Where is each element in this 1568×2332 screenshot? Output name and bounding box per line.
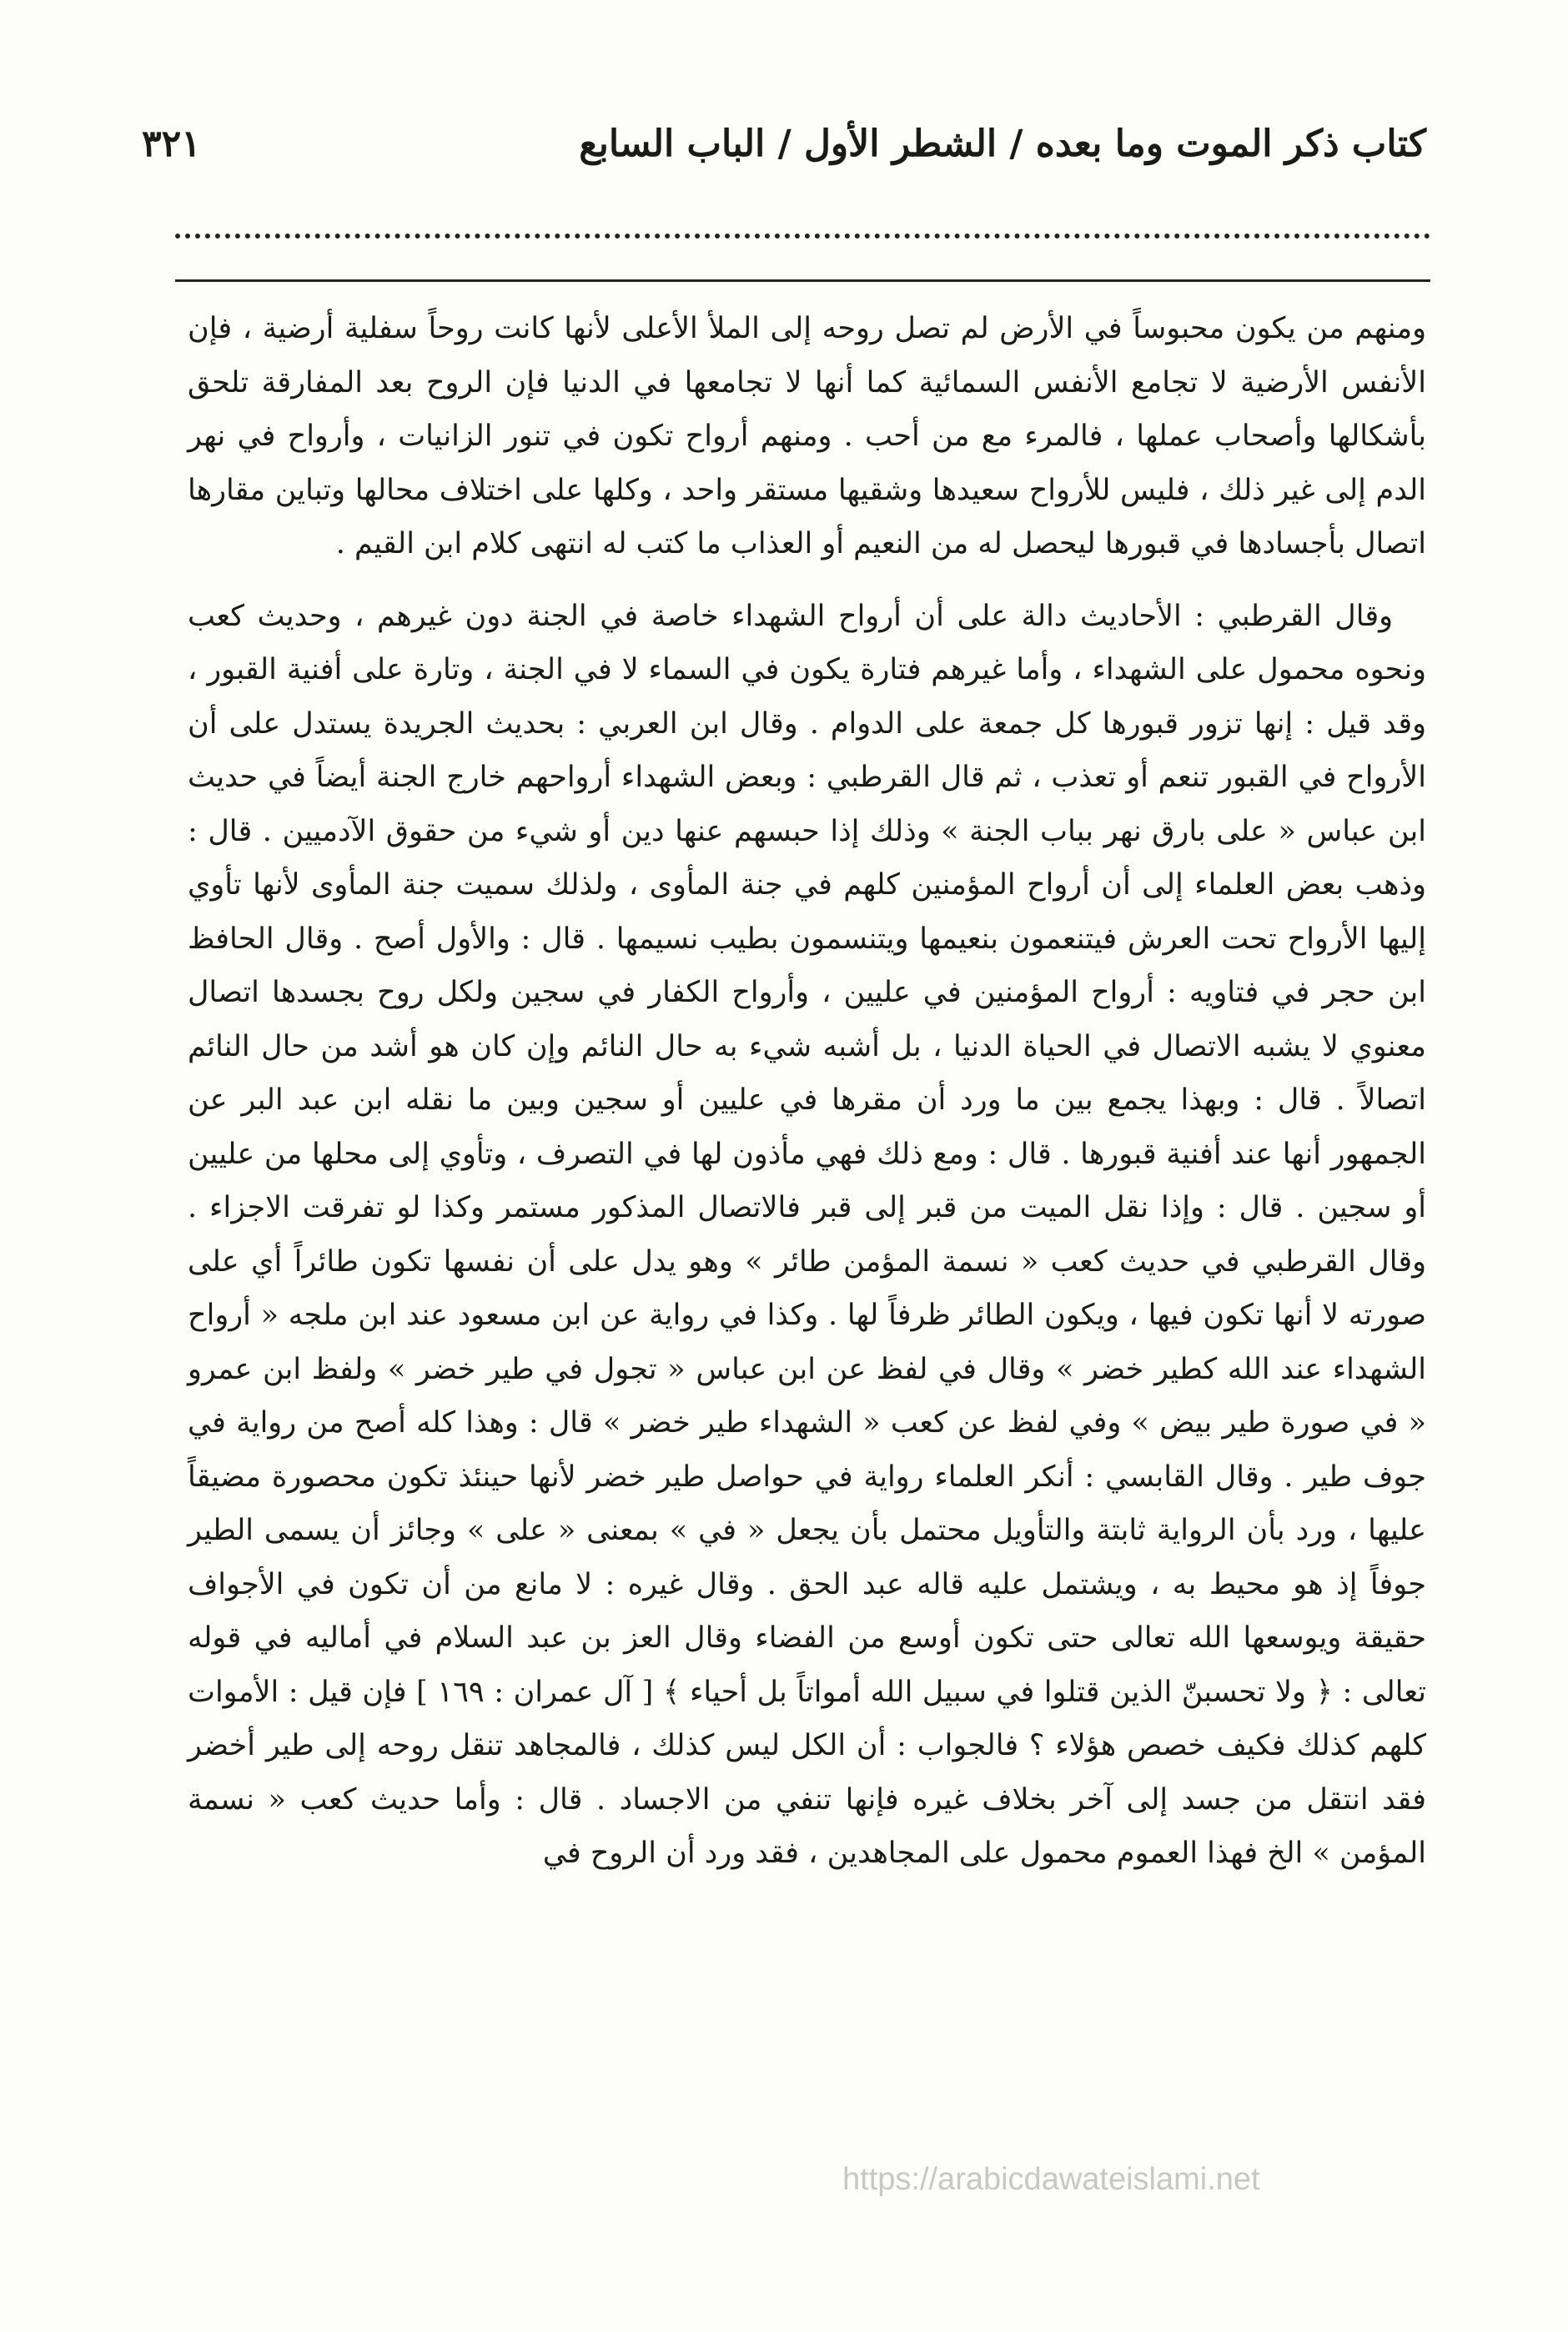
dotted-divider bbox=[175, 234, 1430, 239]
body-text bbox=[188, 302, 1426, 1881]
watermark-url: https://arabicdawateislami.net bbox=[842, 2162, 1260, 2197]
running-title: كتاب ذكر الموت وما بعده / الشطر الأول / الباب السابع bbox=[579, 123, 1426, 165]
paragraph-1: ومنهم من يكون محبوساً في الأرض لم تصل روحه إلى الملأ الأعلى لأنها كانت روحاً سفلية أرضية ، فإن الأنفس الأرضية لا تجامع الأنفس السمائية كما أنها لا تجامعها في الدنيا فإن الروح بعد المفارقة تلحق بأشكالها وأصحاب عملها ، فالمرء مع من أحب . ومنهم أرواح تكون في تنور الزانيات ، وأرواح في نهر الدم إلى غير ذلك ، فليس للأرواح سعيدها وشقيها مستقر واحد ، وكلها على اختلاف محالها وتباين مقارها اتصال بأجسادها في قبورها ليحصل له من النعيم أو العذاب ما كتب له انتهى كلام ابن القيم . bbox=[188, 312, 1426, 560]
paragraph-2: وقال القرطبي : الأحاديث دالة على أن أرواح الشهداء خاصة في الجنة دون غيرهم ، وحديث كعب ونحوه محمول على الشهداء ، وأما غيرهم فتارة يكون في السماء لا في الجنة ، وتارة على أفنية القبور ، وقد قيل : إنها تزور قبورها كل جمعة على الدوام . وقال ابن العربي : بحديث الجريدة يستدل على أن الأرواح في القبور تنعم أو تعذب ، ثم قال القرطبي : وبعض الشهداء أرواحهم خارج الجنة أيضاً في حديث ابن عباس « على بارق نهر بباب الجنة » وذلك إذا حبسهم عنها دين أو شيء من حقوق الآدميين . قال : وذهب بعض العلماء إلى أن أرواح المؤمنين كلهم في جنة المأوى ، ولذلك سميت جنة المأوى لأنها تأوي إليها الأرواح تحت العرش فيتنعمون بنعيمها ويتنسمون بطيب نسيمها . قال : والأول أصح . وقال الحافظ ابن حجر في فتاويه : أرواح المؤمنين في عليين ، وأرواح الكفار في سجين ولكل روح بجسدها اتصال معنوي لا يشبه الاتصال في الحياة الدنيا ، بل أشبه شيء به حال النائم وإن كان هو أشد من حال النائم اتصالاً . قال : وبهذا يجمع بين ما ورد أن مقرها في عليين أو سجين وبين ما نقله ابن عبد البر عن الجمهور أنها عند أفنية قبورها . قال : ومع ذلك فهي مأذون لها في التصرف ، وتأوي إلى محلها من عليين أو سجين . قال : وإذا نقل الميت من قبر إلى قبر فالاتصال المذكور مستمر وكذا لو تفرقت الاجزاء . وقال القرطبي في حديث كعب « نسمة المؤمن طائر » وهو يدل على أن نفسها تكون طائراً أي على صورته لا أنها تكون فيها ، ويكون الطائر ظرفاً لها . وكذا في رواية عن ابن مسعود عند ابن ملجه « أرواح الشهداء عند الله كطير خضر » وقال في لفظ عن ابن عباس « تجول في طير خضر » ولفظ ابن عمرو « في صورة طير بيض » وفي لفظ عن كعب « الشهداء طير خضر » قال : وهذا كله أصح من رواية في جوف طير . وقال القابسي : أنكر العلماء رواية في حواصل طير خضر لأنها حينئذ تكون محصورة مضيقاً عليها ، ورد بأن الرواية ثابتة والتأويل محتمل بأن يجعل « في » بمعنى « على » وجائز أن يسمى الطير جوفاً إذ هو محيط به ، ويشتمل عليه قاله عبد الحق . وقال غيره : لا مانع من أن تكون في الأجواف حقيقة ويوسعها الله تعالى حتى تكون أوسع من الفضاء وقال العز بن عبد السلام في أماليه في قوله تعالى : ﴿ ولا تحسبنّ الذين قتلوا في سبيل الله أمواتاً بل أحياء ﴾ [ آل عمران : ١٦٩ ] فإن قيل : الأموات كلهم كذلك فكيف خصص هؤلاء ؟ فالجواب : أن الكل ليس كذلك ، فالمجاهد تنقل روحه إلى طير أخضر فقد انتقل من جسد إلى آخر بخلاف غيره فإنها تنفي من الاجساد . قال : وأما حديث كعب « نسمة المؤمن » الخ فهذا العموم محمول على المجاهدين ، فقد ورد أن الروح في bbox=[188, 599, 1426, 1870]
page-number: ٣٢١ bbox=[142, 123, 201, 165]
header-rule bbox=[175, 279, 1430, 282]
page-header bbox=[142, 115, 1426, 173]
